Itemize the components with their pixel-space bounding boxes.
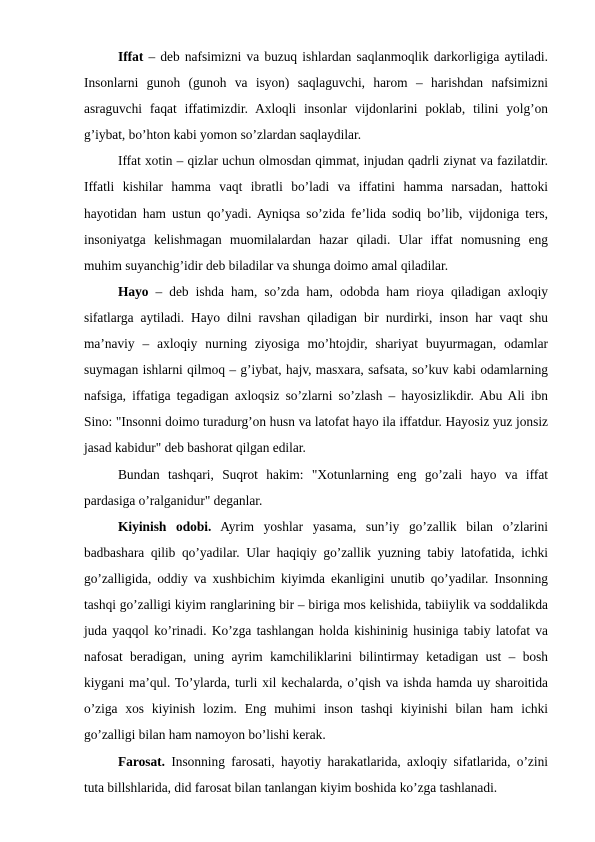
- paragraph-text: Insonning farosati, hayotiy harakatlarida, axloqiy sifatlarida, o’zini tuta billshlarida, did farosat bilan tanlangan kiyim boshida ko’zga tashlanadi.: [84, 753, 548, 795]
- paragraph-text: – deb nafsimizni va buzuq ishlardan saqlanmoqlik darkorligiga aytiladi. Insonlarni gunoh (gunoh va isyon) saqlaguvchi, harom – harishdan nafsimizni asraguvchi faqat iffatimizdir. Axloqli insonlar vijdonlarini poklab, tilini yolg’on g’iybat, bo’hton kabi yomon so’zlardan saqlaydilar.: [84, 49, 548, 143]
- paragraph-kiyinish-odobi: [84, 514, 548, 749]
- paragraph-text: Bundan tashqari, Suqrot hakim: "Xotunlarning eng go’zali hayo va iffat pardasiga o’ralganidur" deganlar.: [84, 466, 548, 508]
- term-kiyinish-odobi: Kiyinish odobi.: [118, 518, 212, 534]
- term-hayo: Hayo: [118, 283, 149, 299]
- document-page: [84, 44, 548, 801]
- paragraph-farosat: [84, 749, 548, 801]
- paragraph-iffat: [84, 44, 548, 148]
- term-iffat: Iffat: [118, 49, 144, 64]
- paragraph-text: Iffat xotin – qizlar uchun olmosdan qimmat, injudan qadrli ziynat va fazilatdir. Iffatli kishilar hamma vaqt ibratli bo’ladi va iffatini hamma narsadan, hattoki hayotidan ham ustun qo’yadi. Ayniqsa so’zida fe’lida sodiq bo’lib, vijdoniga ters, insoniyatga kelishmagan muomilalardan hazar qiladi. Ular iffat nomusning eng muhim suyanchig’idir deb biladilar va shunga doimo amal qiladilar.: [84, 153, 548, 273]
- paragraph-iffat-women: [84, 148, 548, 278]
- paragraph-suqrot: [84, 462, 548, 514]
- term-farosat: Farosat.: [118, 753, 165, 769]
- paragraph-text: – deb ishda ham, so’zda ham, odobda ham rioya qiladigan axloqiy sifatlarga aytiladi. Hayo dilni ravshan qiladigan bir nurdirki, inson har vaqt shu ma’naviy – axloqiy nurning ziyosiga mo’htojdir, shariyat buyurmagan, odamlar suymagan ishlarni qilmoq – g’iybat, hajv, masxara, safsata, so’kuv kabi odamlarning nafsiga, iffatiga tegadigan axloqsiz so’zlarni so’zlash – hayosizlikdir. Abu Ali ibn Sino: "Insonni doimo turadurg’on husn va latofat hayo ila iffatdur. Hayosiz yuz jonsiz jasad kabidur" deb bashorat qilgan edilar.: [84, 283, 548, 456]
- paragraph-text: Ayrim yoshlar yasama, sun’iy go’zallik bilan o’zlarini badbashara qilib qo’yadilar. Ular haqiqiy go’zallik yuzning tabiy latofatida, ichki go’zalligida, oddiy va xushbichim kiyimda ekanligini unutib qo’yadilar. Insonning tashqi go’zalligi kiyim ranglarining bir – biriga mos kelishida, tabiiylik va soddalikda juda yaqqol ko’rinadi. Ko’zga tashlangan holda kishininig husiniga tabiy latofat va nafosat beradigan, uning ayrim kamchiliklarini bilintirmay ketadigan ust – bosh kiygani ma’qul. To’ylarda, turli xil kechalarda, o’qish va ishda hamda uy sharoitida o’ziga xos kiyinish lozim. Eng muhimi inson tashqi kiyinishi bilan ham ichki go’zalligi bilan ham namoyon bo’lishi kerak.: [84, 518, 548, 743]
- paragraph-hayo: [84, 279, 548, 462]
